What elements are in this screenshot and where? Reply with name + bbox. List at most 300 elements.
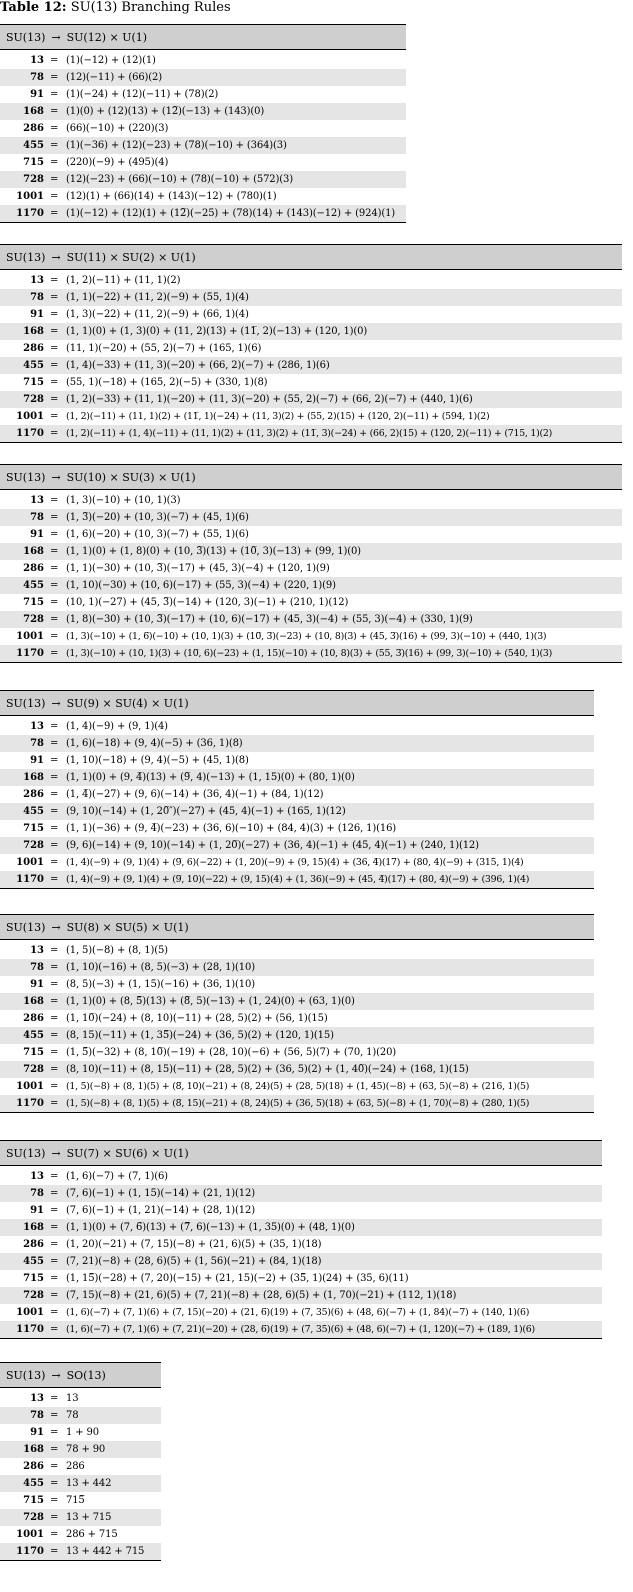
table-row [0, 611, 622, 628]
irrep-dimension: 168 [23, 772, 44, 783]
equals-sign: = [50, 1081, 59, 1092]
irrep-dimension: 286 [23, 123, 44, 134]
block-rows [0, 270, 622, 443]
equals-sign: = [50, 1478, 59, 1489]
decomposition: (8, 5)(−3) + (1, 15)(−16) + (36, 1)(10) [66, 979, 255, 990]
irrep-dimension: 715 [23, 157, 44, 168]
irrep-dimension: 286 [23, 1013, 44, 1024]
arrow-symbol: → [51, 251, 61, 264]
table-row [0, 993, 594, 1010]
arrow-symbol: → [51, 471, 61, 484]
irrep-dimension: 1001 [16, 631, 44, 642]
decomposition: (1, 2)(−11) + (11, 1)(2) [66, 275, 181, 286]
block-header [0, 24, 406, 50]
irrep-dimension: 286 [23, 563, 44, 574]
table-row [0, 718, 594, 735]
decomposition: (1, 3)(−22) + (11, 2)(−9) + (66, 1)(4) [66, 309, 249, 320]
equals-sign: = [50, 738, 59, 749]
table-row [0, 752, 594, 769]
decomposition: (12)(1) + (66)(14) + (143)(−12) + (780)(1) [66, 191, 277, 202]
subgroup-name: SU(10) × SU(3) × U(1) [66, 471, 196, 484]
irrep-dimension: 286 [23, 343, 44, 354]
decomposition: (1, 1)(0) + (9, 4̅)(13) + (9̅, 4)(−13) + (1, 15)(0) + (80, 1)(0) [66, 772, 355, 783]
equals-sign: = [50, 174, 59, 185]
decomposition: (1)(−36) + (12)(−23) + (78)(−10) + (364)(3) [66, 140, 287, 151]
equals-sign: = [50, 495, 59, 506]
table-row [0, 769, 594, 786]
decomposition: 78 + 90 [66, 1444, 106, 1455]
group-name: SU(13) [6, 921, 46, 934]
subgroup-name: SU(7) × SU(6) × U(1) [66, 1147, 189, 1160]
decomposition: (1, 2)(−11) + (1, 4)(−11) + (11, 1)(2) + (11, 3)(2) + (11̅, 3)(−24) + (66, 2)(15) + (120, 2)(−11) + (715, 1)(2) [66, 428, 553, 439]
decomposition: (1, 3̅)(−20) + (10, 3)(−7) + (45, 1)(6) [66, 512, 249, 523]
irrep-dimension: 1170 [16, 1546, 44, 1557]
equals-sign: = [50, 1273, 59, 1284]
equals-sign: = [50, 1047, 59, 1058]
decomposition: (1, 4̅)(−27) + (9, 6)(−14) + (36, 4)(−1) + (84, 1)(12) [66, 789, 324, 800]
table-row [0, 1458, 161, 1475]
irrep-dimension: 1170 [16, 648, 44, 659]
irrep-dimension: 13 [30, 275, 44, 286]
equals-sign: = [50, 546, 59, 557]
table-row [0, 86, 406, 103]
equals-sign: = [50, 1188, 59, 1199]
equals-sign: = [50, 275, 59, 286]
irrep-dimension: 1001 [16, 191, 44, 202]
table-row [0, 509, 622, 526]
block-header [0, 1140, 602, 1166]
arrow-symbol: → [51, 921, 61, 934]
irrep-dimension: 91 [30, 1205, 44, 1216]
decomposition: (66)(−10) + (220)(3) [66, 123, 169, 134]
irrep-dimension: 78 [30, 512, 44, 523]
table-row [0, 103, 406, 120]
irrep-dimension: 455 [23, 806, 44, 817]
decomposition: (220)(−9) + (495)(4) [66, 157, 169, 168]
decomposition: (1, 10)(−30) + (10, 6)(−17) + (55, 3)(−4) + (220, 1)(9) [66, 580, 336, 591]
equals-sign: = [50, 1546, 59, 1557]
irrep-dimension: 13 [30, 1393, 44, 1404]
table-row [0, 137, 406, 154]
irrep-dimension: 715 [23, 377, 44, 388]
table-row [0, 1219, 602, 1236]
decomposition: (1, 1)(−36) + (9, 4̅)(−23) + (36, 6)(−10) + (84, 4)(3) + (126, 1)(16) [66, 823, 397, 834]
equals-sign: = [50, 428, 59, 439]
equals-sign: = [50, 962, 59, 973]
decomposition: (1, 6)(−7) + (7, 1)(6) [66, 1171, 168, 1182]
decomposition: (1, 1)(−30) + (10, 3̅)(−17) + (45, 3)(−4) + (120, 1)(9) [66, 563, 330, 574]
irrep-dimension: 91 [30, 979, 44, 990]
decomposition: (1, 10)(−18) + (9, 4)(−5) + (45, 1)(8) [66, 755, 249, 766]
equals-sign: = [50, 1495, 59, 1506]
decomposition: (1, 1)(−22) + (11, 2)(−9) + (55, 1)(4) [66, 292, 249, 303]
equals-sign: = [50, 411, 59, 422]
equals-sign: = [50, 292, 59, 303]
equals-sign: = [50, 1427, 59, 1438]
equals-sign: = [50, 326, 59, 337]
decomposition: (1, 5)(−8) + (8, 1)(5) + (8̅, 10)(−21) + (8, 24)(5) + (28, 5̅)(18) + (1, 45)(−8) + (63, 5)(−8) + (216, 1)(5) [66, 1081, 530, 1092]
decomposition: (1, 6)(−7) + (7, 1)(6) + (7̅, 21)(−20) + (28, 6̅)(19) + (7, 35)(6) + (48, 6)(−7) + (1, 120)(−7) + (189, 1)(6) [66, 1324, 535, 1335]
equals-sign: = [50, 823, 59, 834]
equals-sign: = [50, 191, 59, 202]
equals-sign: = [50, 945, 59, 956]
decomposition: 13 + 442 + 715 [66, 1546, 145, 1557]
table-row [0, 735, 594, 752]
equals-sign: = [50, 840, 59, 851]
irrep-dimension: 13 [30, 495, 44, 506]
table-row [0, 272, 622, 289]
table-row [0, 871, 594, 888]
group-name: SU(13) [6, 1369, 46, 1382]
equals-sign: = [50, 631, 59, 642]
table-row [0, 645, 622, 662]
equals-sign: = [50, 1461, 59, 1472]
equals-sign: = [50, 996, 59, 1007]
table-row [0, 171, 406, 188]
equals-sign: = [50, 1410, 59, 1421]
irrep-dimension: 715 [23, 1047, 44, 1058]
decomposition: (1)(−12) + (12)(1) [66, 55, 156, 66]
decomposition: (1, 4)(−9) + (9, 1)(4) [66, 721, 168, 732]
table-row [0, 425, 622, 442]
decomposition: (11, 1)(−20) + (55, 2)(−7) + (165, 1)(6) [66, 343, 262, 354]
block-header [0, 244, 622, 270]
irrep-dimension: 715 [23, 597, 44, 608]
subgroup-name: SU(12) × U(1) [66, 31, 148, 44]
table-row [0, 289, 622, 306]
table-row [0, 1441, 161, 1458]
equals-sign: = [50, 1098, 59, 1109]
decomposition: (7, 21)(−8) + (28, 6)(5) + (1, 56)(−21) + (84, 1)(18) [66, 1256, 322, 1267]
table-row [0, 1475, 161, 1492]
table-row [0, 837, 594, 854]
equals-sign: = [50, 309, 59, 320]
equals-sign: = [50, 614, 59, 625]
equals-sign: = [50, 1222, 59, 1233]
block-rows [0, 1388, 161, 1561]
irrep-dimension: 13 [30, 55, 44, 66]
irrep-dimension: 455 [23, 140, 44, 151]
irrep-dimension: 455 [23, 1478, 44, 1489]
subgroup-name: SO(13) [66, 1369, 106, 1382]
table-row [0, 1061, 594, 1078]
irrep-dimension: 168 [23, 546, 44, 557]
equals-sign: = [50, 89, 59, 100]
subgroup-name: SU(8) × SU(5) × U(1) [66, 921, 189, 934]
decomposition: (12)(−23) + (66)(−10) + (78)(−10) + (572)(3) [66, 174, 293, 185]
equals-sign: = [50, 580, 59, 591]
irrep-dimension: 78 [30, 1410, 44, 1421]
table-row [0, 786, 594, 803]
irrep-dimension: 168 [23, 996, 44, 1007]
irrep-dimension: 728 [23, 1064, 44, 1075]
equals-sign: = [50, 1205, 59, 1216]
irrep-dimension: 91 [30, 1427, 44, 1438]
decomposition: (1, 1)(0) + (1, 3)(0) + (11, 2)(13) + (11̅, 2)(−13) + (120, 1)(0) [66, 326, 368, 337]
table-row [0, 1526, 161, 1543]
table-row [0, 1543, 161, 1560]
table-row [0, 942, 594, 959]
table-row [0, 1287, 602, 1304]
equals-sign: = [50, 1324, 59, 1335]
decomposition: (1, 3)(−10) + (10, 1)(3) + (10̅, 6)(−23) + (1, 15)(−10) + (10, 8)(3) + (55, 3̅)(16) + (99, 3)(−10) + (540, 1)(3) [66, 648, 553, 659]
decomposition: 13 + 442 [66, 1478, 112, 1489]
decomposition: 1 + 90 [66, 1427, 99, 1438]
equals-sign: = [50, 721, 59, 732]
arrow-symbol: → [51, 1369, 61, 1382]
equals-sign: = [50, 1444, 59, 1455]
group-name: SU(13) [6, 251, 46, 264]
equals-sign: = [50, 1030, 59, 1041]
irrep-dimension: 455 [23, 360, 44, 371]
block-rows [0, 716, 594, 889]
table-row [0, 628, 622, 645]
decomposition: (1, 8)(−30) + (10, 3̅)(−17) + (10, 6)(−17) + (45, 3)(−4) + (55, 3)(−4) + (330, 1)(9) [66, 614, 473, 625]
equals-sign: = [50, 874, 59, 885]
subgroup-name: SU(11) × SU(2) × U(1) [66, 251, 196, 264]
table-row [0, 1304, 602, 1321]
irrep-dimension: 78 [30, 738, 44, 749]
decomposition: (1, 5)(−8) + (8, 1)(5) [66, 945, 168, 956]
table-row [0, 1407, 161, 1424]
caption-label: Table 12: [0, 0, 67, 15]
equals-sign: = [50, 648, 59, 659]
decomposition: (7, 15)(−8) + (21, 6)(5) + (7, 21)(−8) + (28, 6)(5) + (1, 70)(−21) + (112, 1)(18) [66, 1290, 457, 1301]
table-row [0, 408, 622, 425]
decomposition: (1, 5̅)(−32) + (8, 10̅)(−19) + (28, 10)(−6) + (56, 5)(7) + (70, 1)(20) [66, 1047, 397, 1058]
table-row [0, 52, 406, 69]
equals-sign: = [50, 1393, 59, 1404]
group-name: SU(13) [6, 471, 46, 484]
block-header [0, 914, 594, 940]
block-rows [0, 50, 406, 223]
table-row [0, 1236, 602, 1253]
decomposition: (1, 10̅)(−24) + (8, 10)(−11) + (28, 5)(2) + (56, 1)(15) [66, 1013, 328, 1024]
group-name: SU(13) [6, 1147, 46, 1160]
decomposition: (7, 6)(−1) + (1, 15)(−14) + (21, 1)(12) [66, 1188, 255, 1199]
table-row [0, 1185, 602, 1202]
equals-sign: = [50, 157, 59, 168]
equals-sign: = [50, 123, 59, 134]
equals-sign: = [50, 789, 59, 800]
decomposition: (1, 10)(−16) + (8, 5)(−3) + (28, 1)(10) [66, 962, 255, 973]
equals-sign: = [50, 1290, 59, 1301]
equals-sign: = [50, 755, 59, 766]
table-row [0, 1492, 161, 1509]
irrep-dimension: 715 [23, 823, 44, 834]
table-row [0, 820, 594, 837]
irrep-dimension: 78 [30, 72, 44, 83]
table-row [0, 1010, 594, 1027]
equals-sign: = [50, 1512, 59, 1523]
decomposition: (9, 6)(−14) + (9, 10)(−14) + (1, 20̅)(−27) + (36, 4)(−1) + (45, 4)(−1) + (240, 1)(12) [66, 840, 479, 851]
irrep-dimension: 728 [23, 174, 44, 185]
table-row [0, 1321, 602, 1338]
irrep-dimension: 168 [23, 106, 44, 117]
equals-sign: = [50, 979, 59, 990]
equals-sign: = [50, 1171, 59, 1182]
decomposition: (1, 2)(−33) + (11, 1)(−20) + (11, 3)(−20) + (55, 2)(−7) + (66, 2)(−7) + (440, 1)(6) [66, 394, 473, 405]
irrep-dimension: 1001 [16, 411, 44, 422]
decomposition: 13 + 715 [66, 1512, 112, 1523]
block-header [0, 464, 622, 490]
branching-block [0, 464, 622, 663]
decomposition: (1)(−24) + (12)(−11) + (78)(2) [66, 89, 219, 100]
table-row [0, 340, 622, 357]
decomposition: (10, 1)(−27) + (45, 3̅)(−14) + (120, 3)(−1) + (210, 1)(12) [66, 597, 349, 608]
irrep-dimension: 1170 [16, 1324, 44, 1335]
table-row [0, 205, 406, 222]
decomposition: (8, 15)(−11) + (1, 35̅)(−24) + (36, 5)(2) + (120, 1)(15) [66, 1030, 334, 1041]
irrep-dimension: 1001 [16, 1529, 44, 1540]
decomposition: (1, 4)(−33) + (11, 3)(−20) + (66, 2)(−7) + (286, 1)(6) [66, 360, 330, 371]
irrep-dimension: 1001 [16, 1307, 44, 1318]
table-row [0, 959, 594, 976]
decomposition: (1, 6)(−7) + (7, 1)(6) + (7̅, 15)(−20) + (21, 6̅)(19) + (7, 35)(6) + (48, 6)(−7) + (1, 84)(−7) + (140, 1)(6) [66, 1307, 530, 1318]
table-row [0, 526, 622, 543]
irrep-dimension: 78 [30, 962, 44, 973]
decomposition: (1, 3)(−10) + (1, 6̅)(−10) + (10, 1)(3) + (10̅, 3̅)(−23) + (10, 8)(3) + (45, 3̅)(16) + (99, 3)(−10) + (440, 1)(3) [66, 631, 547, 642]
decomposition: (1, 4)(−9) + (9, 1)(4) + (9̅, 10)(−22) + (9, 15)(4) + (1, 36)(−9) + (45, 4̅)(17) + (80, 4)(−9) + (396, 1)(4) [66, 874, 530, 885]
arrow-symbol: → [51, 1147, 61, 1160]
irrep-dimension: 286 [23, 1239, 44, 1250]
equals-sign: = [50, 394, 59, 405]
irrep-dimension: 91 [30, 309, 44, 320]
decomposition: (7, 6)(−1) + (1, 21)(−14) + (28, 1)(12) [66, 1205, 255, 1216]
equals-sign: = [50, 597, 59, 608]
arrow-symbol: → [51, 697, 61, 710]
equals-sign: = [50, 1529, 59, 1540]
equals-sign: = [50, 563, 59, 574]
equals-sign: = [50, 72, 59, 83]
table-row [0, 976, 594, 993]
decomposition: 78 [66, 1410, 79, 1421]
table-row [0, 854, 594, 871]
irrep-dimension: 13 [30, 1171, 44, 1182]
arrow-symbol: → [51, 31, 61, 44]
irrep-dimension: 91 [30, 755, 44, 766]
irrep-dimension: 455 [23, 1256, 44, 1267]
equals-sign: = [50, 360, 59, 371]
equals-sign: = [50, 512, 59, 523]
table-row [0, 120, 406, 137]
decomposition: (55, 1)(−18) + (165, 2)(−5) + (330, 1)(8) [66, 377, 268, 388]
table-row [0, 543, 622, 560]
table-row [0, 188, 406, 205]
irrep-dimension: 455 [23, 580, 44, 591]
decomposition: (1, 3)(−10) + (10, 1)(3) [66, 495, 181, 506]
equals-sign: = [50, 772, 59, 783]
irrep-dimension: 1001 [16, 857, 44, 868]
irrep-dimension: 168 [23, 1444, 44, 1455]
decomposition: 286 [66, 1461, 85, 1472]
table-row [0, 1253, 602, 1270]
irrep-dimension: 286 [23, 1461, 44, 1472]
caption-text: SU(13) Branching Rules [70, 0, 231, 15]
irrep-dimension: 168 [23, 326, 44, 337]
irrep-dimension: 91 [30, 89, 44, 100]
decomposition: (1, 1)(0) + (8, 5̅)(13) + (8̅, 5)(−13) + (1, 24)(0) + (63, 1)(0) [66, 996, 355, 1007]
equals-sign: = [50, 1239, 59, 1250]
irrep-dimension: 728 [23, 1512, 44, 1523]
table-row [0, 1270, 602, 1287]
equals-sign: = [50, 140, 59, 151]
table-row [0, 154, 406, 171]
block-rows [0, 1166, 602, 1339]
decomposition: (9, 10)(−14) + (1, 20̅″)(−27) + (45, 4)(−1) + (165, 1)(12) [66, 806, 346, 817]
table-row [0, 374, 622, 391]
decomposition: (1, 1)(0) + (1, 8)(0) + (10, 3̅)(13) + (10̅, 3)(−13) + (99, 1)(0) [66, 546, 361, 557]
table-row [0, 1027, 594, 1044]
decomposition: 13 [66, 1393, 79, 1404]
group-name: SU(13) [6, 697, 46, 710]
decomposition: (1, 4)(−9) + (9, 1)(4) + (9̅, 6)(−22) + (1, 20)(−9) + (9, 15)(4) + (36, 4̅)(17) + (80, 4)(−9) + (315, 1)(4) [66, 857, 524, 868]
decomposition: 286 + 715 [66, 1529, 118, 1540]
irrep-dimension: 715 [23, 1273, 44, 1284]
table-caption [0, 0, 231, 16]
table-row [0, 577, 622, 594]
irrep-dimension: 91 [30, 529, 44, 540]
table-row [0, 560, 622, 577]
decomposition: (1)(0) + (12)(13) + (12̅)(−13) + (143)(0) [66, 106, 265, 117]
irrep-dimension: 13 [30, 721, 44, 732]
branching-block [0, 914, 594, 1113]
decomposition: (1, 20)(−21) + (7, 15)(−8) + (21, 6)(5) + (35, 1)(18) [66, 1239, 322, 1250]
table-row [0, 803, 594, 820]
irrep-dimension: 728 [23, 840, 44, 851]
table-row [0, 1509, 161, 1526]
table-row [0, 1202, 602, 1219]
equals-sign: = [50, 857, 59, 868]
block-header [0, 690, 594, 716]
irrep-dimension: 715 [23, 1495, 44, 1506]
branching-block [0, 24, 406, 223]
decomposition: (1)(−12) + (12)(1) + (12̅)(−25) + (78)(14) + (143)(−12) + (924)(1) [66, 208, 396, 219]
irrep-dimension: 728 [23, 614, 44, 625]
subgroup-name: SU(9) × SU(4) × U(1) [66, 697, 189, 710]
table-row [0, 1044, 594, 1061]
equals-sign: = [50, 529, 59, 540]
equals-sign: = [50, 343, 59, 354]
table-row [0, 357, 622, 374]
decomposition: 715̅ [66, 1495, 85, 1506]
irrep-dimension: 1170 [16, 1098, 44, 1109]
table-row [0, 1390, 161, 1407]
decomposition: (1, 1)(0) + (7, 6̅)(13) + (7̅, 6)(−13) + (1, 35)(0) + (48, 1)(0) [66, 1222, 355, 1233]
block-rows [0, 940, 594, 1113]
decomposition: (12)(−11) + (66)(2) [66, 72, 163, 83]
decomposition: (1, 6)(−18) + (9, 4)(−5) + (36, 1)(8) [66, 738, 243, 749]
table-row [0, 492, 622, 509]
table-row [0, 306, 622, 323]
irrep-dimension: 1170 [16, 874, 44, 885]
irrep-dimension: 455 [23, 1030, 44, 1041]
equals-sign: = [50, 208, 59, 219]
equals-sign: = [50, 106, 59, 117]
irrep-dimension: 78 [30, 292, 44, 303]
decomposition: (8, 10)(−11) + (8, 15)(−11) + (28, 5)(2) + (36, 5)(2) + (1, 40̅)(−24) + (168, 1)(15) [66, 1064, 469, 1075]
branching-block [0, 1362, 161, 1561]
decomposition: (1, 2)(−11) + (11, 1)(2) + (11̅, 1)(−24) + (11, 3)(2) + (55, 2)(15) + (120, 2)(−11) + (594, 1)(2) [66, 411, 490, 422]
irrep-dimension: 1170 [16, 428, 44, 439]
irrep-dimension: 728 [23, 1290, 44, 1301]
decomposition: (1, 5)(−8) + (8, 1)(5) + (8̅, 15)(−21) + (8, 24)(5) + (36, 5̅)(18) + (63, 5)(−8) + (1, 70)(−8) + (280, 1)(5) [66, 1098, 530, 1109]
equals-sign: = [50, 1013, 59, 1024]
group-name: SU(13) [6, 31, 46, 44]
irrep-dimension: 728 [23, 394, 44, 405]
equals-sign: = [50, 806, 59, 817]
table-row [0, 323, 622, 340]
